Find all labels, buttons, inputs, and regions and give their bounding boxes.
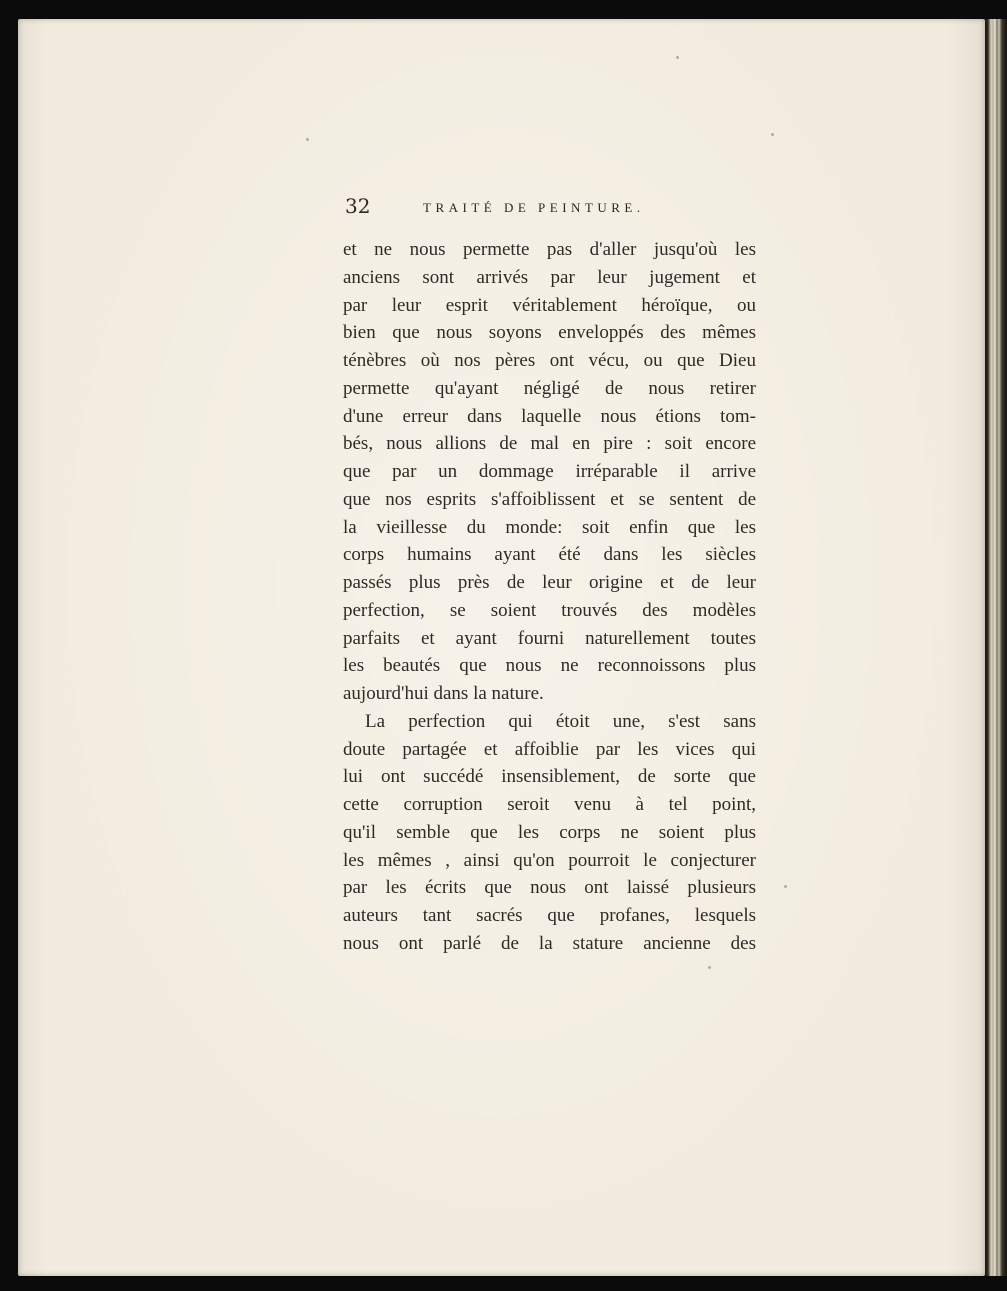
text-line: nous ont parlé de la stature ancienne des: [343, 932, 756, 954]
text-line: et ne nous permette pas d'aller jusqu'où les: [343, 239, 756, 260]
text-line: lui ont succédé insensiblement, de sorte que: [343, 766, 756, 788]
text-line: par les écrits que nous ont laissé plusieurs: [343, 877, 756, 899]
paper-speck: [676, 56, 679, 59]
body-text: [343, 236, 756, 958]
paragraph-2: [343, 708, 756, 958]
text-line: les mêmes , ainsi qu'on pourroit le conjecturer: [343, 849, 756, 871]
text-line: permette qu'ayant négligé de nous retirer: [343, 377, 756, 399]
paper-speck: [771, 133, 774, 136]
text-line: doute partagée et affoiblie par les vices qui: [343, 738, 756, 760]
text-line: ténèbres où nos pères ont vécu, ou que Dieu: [343, 350, 756, 371]
paragraph-1: [343, 236, 756, 708]
book-edge-right: [985, 19, 1007, 1276]
text-line: corps humains ayant été dans les siècles: [343, 544, 756, 566]
paper-speck: [708, 966, 711, 969]
text-line: passés plus près de leur origine et de leur: [343, 572, 756, 593]
text-line: d'une erreur dans laquelle nous étions tom-: [343, 405, 756, 427]
paper-speck: [306, 138, 309, 141]
text-line: cette corruption seroit venu à tel point,: [343, 794, 756, 815]
text-line: les beautés que nous ne reconnoissons plus: [343, 655, 756, 677]
text-line: bés, nous allions de mal en pire : soit encore: [343, 433, 756, 455]
text-line: que par un dommage irréparable il arrive: [343, 461, 756, 482]
text-line: auteurs tant sacrés que profanes, lesquels: [343, 905, 756, 926]
text-line: aujourd'hui dans la nature.: [343, 683, 544, 704]
text-line: la vieillesse du monde: soit enfin que les: [343, 516, 756, 538]
text-line: parfaits et ayant fourni naturellement toutes: [343, 627, 756, 649]
text-line: que nos esprits s'affoiblissent et se sentent de: [343, 488, 756, 510]
paper-speck: [784, 885, 787, 888]
text-line: anciens sont arrivés par leur jugement et: [343, 266, 756, 288]
page-number: 32: [345, 194, 371, 218]
text-line: La perfection qui étoit une, s'est sans: [365, 710, 756, 732]
text-line: qu'il semble que les corps ne soient plus: [343, 821, 756, 843]
page-header: [345, 194, 760, 224]
text-line: bien que nous soyons enveloppés des mêmes: [343, 322, 756, 344]
text-line: par leur esprit véritablement héroïque, ou: [343, 294, 756, 316]
running-title: TRAITÉ DE PEINTURE.: [423, 200, 645, 215]
text-line: perfection, se soient trouvés des modèles: [343, 599, 756, 621]
